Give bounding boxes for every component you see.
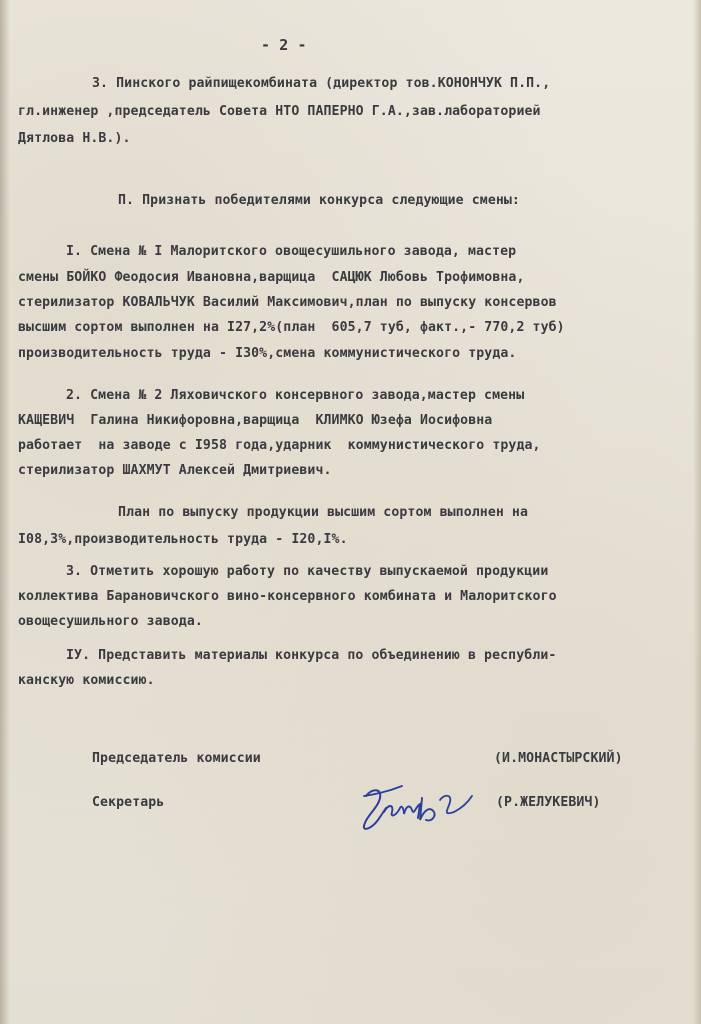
page-shadow-left — [0, 0, 10, 1024]
shift-1-line-4: высшим сортом выполнен на I27,2%(план 605,7 туб, факт.,- 770,2 туб) — [18, 320, 565, 335]
section-2-heading: П. Признать победителями конкурса следующие смены: — [118, 193, 520, 208]
handwritten-signature — [358, 776, 480, 838]
shift-2-line-3: работает на заводе с I958 года,ударник коммунистического труда, — [18, 438, 541, 453]
item-3-line-1: 3. Пинского райпищекомбината (директор тов.КОНОНЧУК П.П., — [92, 76, 551, 91]
shift-2-line-4: стерилизатор ШАХМУТ Алексей Дмитриевич. — [18, 463, 332, 478]
page-shadow-right — [693, 0, 701, 1024]
shift-1-line-1: I. Смена № I Малоритского овощесушильного завода, мастер — [66, 244, 517, 259]
section-4-line-2: канскую комиссию. — [18, 673, 155, 688]
shift-1-line-2: смены БОЙКО Феодосия Ивановна,варщица САЦЮК Любовь Трофимовна, — [18, 270, 525, 285]
section-4-line-1: IУ. Представить материалы конкурса по объединению в республи- — [66, 648, 557, 663]
chair-name: (И.МОНАСТЫРСКИЙ) — [494, 751, 623, 766]
secretary-title: Секретарь — [92, 795, 165, 810]
item-3-note-line-1: 3. Отметить хорошую работу по качеству выпускаемой продукции — [66, 564, 549, 579]
plan-line-1: План по выпуску продукции высшим сортом выполнен на — [118, 505, 529, 520]
page-number: - 2 - — [261, 36, 307, 54]
item-3-note-line-3: овощесушильного завода. — [18, 614, 203, 629]
item-3-note-line-2: коллектива Барановичского вино-консервного комбината и Малоритского — [18, 589, 557, 604]
chair-title: Председатель комиссии — [92, 751, 261, 766]
item-3-line-2: гл.инженер ,председатель Совета НТО ПАПЕРНО Г.А.,зав.лабораторией — [18, 104, 541, 119]
plan-line-2: I08,3%,производительность труда - I20,I%. — [18, 532, 348, 547]
shift-2-line-1: 2. Смена № 2 Ляховичского консервного завода,мастер смены — [66, 388, 525, 403]
item-3-line-3: Дятлова Н.В.). — [18, 131, 131, 146]
secretary-name: (Р.ЖЕЛУКЕВИЧ) — [496, 795, 601, 810]
shift-1-line-5: производительность труда - I30%,смена коммунистического труда. — [18, 346, 517, 361]
shift-2-line-2: КАЩЕВИЧ Галина Никифоровна,варщица КЛИМКО Юзефа Иосифовна — [18, 413, 493, 428]
shift-1-line-3: стерилизатор КОВАЛЬЧУК Василий Максимович,план по выпуску консервов — [18, 295, 557, 310]
